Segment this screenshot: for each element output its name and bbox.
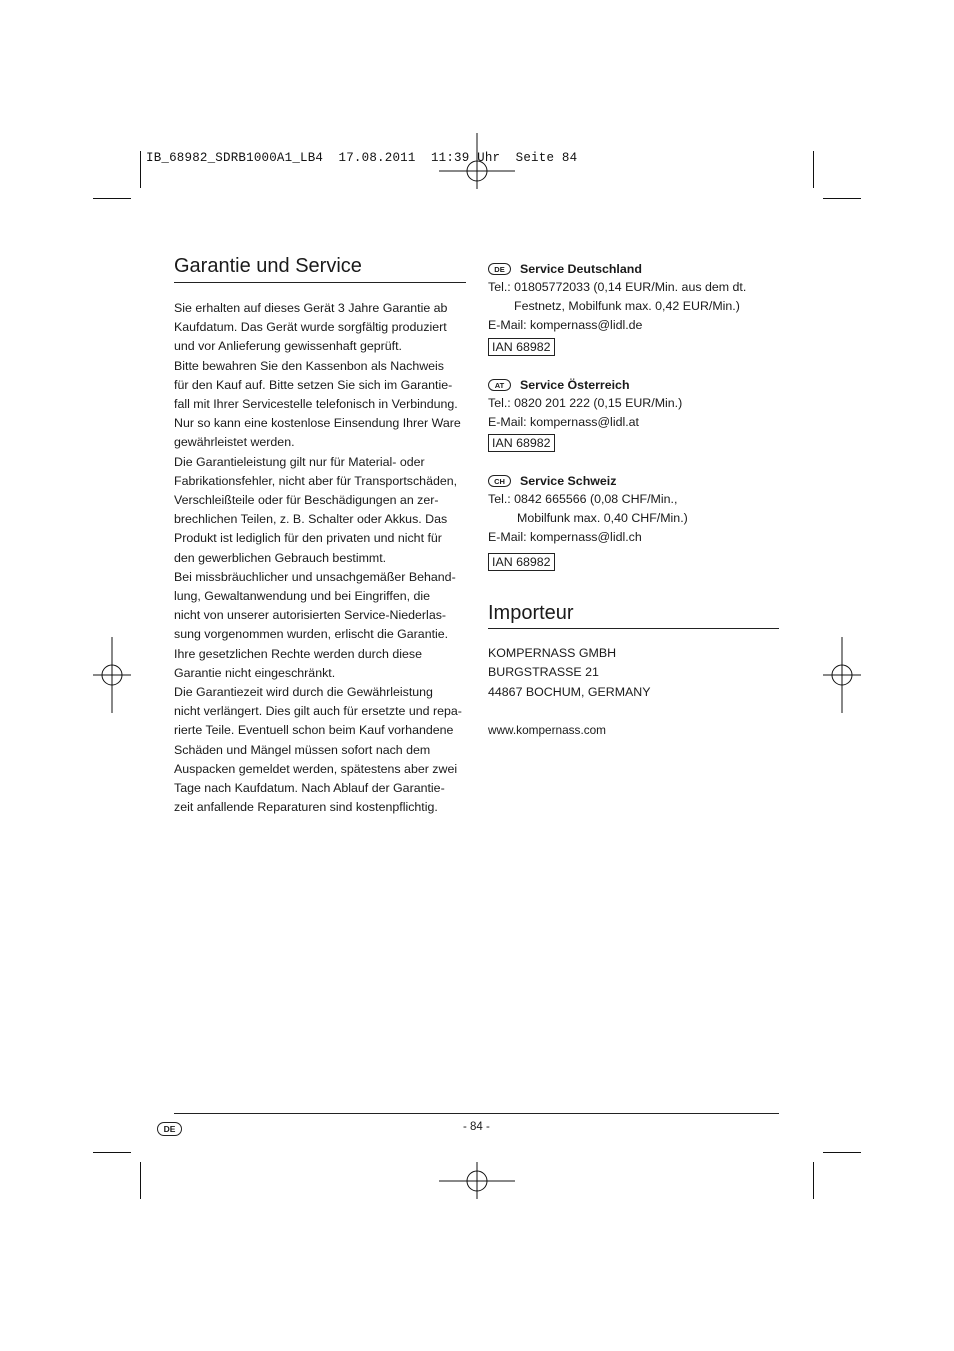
service-title: Service Deutschland: [520, 262, 642, 276]
footer-rule: [174, 1113, 779, 1114]
text-line: Verschleißteile oder für Beschädigungen an zer-: [174, 493, 439, 508]
service-schweiz: [488, 473, 616, 489]
service-title: Service Österreich: [520, 378, 630, 392]
ian-box: IAN 68982: [488, 434, 555, 452]
text-line: gewährleistet werden.: [174, 435, 295, 450]
text-line: Auspacken gemeldet werden, spätestens aber zwei: [174, 761, 458, 776]
text-line: Ihre gesetzlichen Rechte werden durch diese: [174, 646, 422, 661]
text-line: Nur so kann eine kostenlose Einsendung Ihrer Ware: [174, 416, 461, 431]
footer-country-badge: DE: [157, 1122, 182, 1136]
service-tel: Tel.: 01805772033 (0,14 EUR/Min. aus dem dt.: [488, 280, 747, 294]
service-email: E-Mail: kompernass@lidl.ch: [488, 530, 642, 544]
importeur-company: KOMPERNASS GMBH: [488, 646, 617, 660]
text-line: Schäden und Mängel müssen sofort nach dem: [174, 742, 431, 757]
service-title: Service Schweiz: [520, 474, 617, 488]
text-line: brechlichen Teilen, z. B. Schalter oder Akkus. Das: [174, 512, 448, 527]
text-line: Bitte bewahren Sie den Kassenbon als Nachweis: [174, 358, 445, 373]
service-tel: Tel.: 0842 665566 (0,08 CHF/Min.,: [488, 492, 678, 506]
text-line: Fabrikationsfehler, nicht aber für Transportschäden,: [174, 473, 458, 488]
text-line: sung vorgenommen wurden, erlischt die Garantie.: [174, 627, 449, 642]
section-title-garantie: Garantie und Service: [174, 255, 362, 277]
text-line: nicht verlängert. Dies gilt auch für ersetzte und repa-: [174, 704, 462, 719]
print-slug: IB_68982_SDRB1000A1_LB4 17.08.2011 11:39 Uhr Seite 84: [146, 151, 578, 165]
text-line: nicht von unserer autorisierten Service-Niederlas-: [174, 608, 447, 623]
text-line: Produkt ist lediglich für den privaten und nicht für: [174, 531, 442, 546]
text-line: Bei missbräuchlicher und unsachgemäßer Behand-: [174, 569, 456, 584]
text-line: für den Kauf auf. Bitte setzen Sie sich im Garantie-: [174, 377, 453, 392]
page-number: - 84 -: [463, 1121, 490, 1133]
text-line: Kaufdatum. Das Gerät wurde sorgfältig produziert: [174, 320, 447, 335]
service-oesterreich: [488, 377, 630, 393]
title-rule: [488, 628, 779, 629]
ian-box: IAN 68982: [488, 553, 555, 571]
importeur-website: www.kompernass.com: [488, 723, 607, 737]
ian-box: IAN 68982: [488, 338, 555, 356]
country-badge-de: DE: [488, 263, 511, 275]
service-tel-cont: Festnetz, Mobilfunk max. 0,42 EUR/Min.): [514, 299, 740, 313]
service-deutschland: [488, 261, 642, 277]
text-line: Die Garantieleistung gilt nur für Material- oder: [174, 454, 425, 469]
text-line: den gewerblichen Gebrauch bestimmt.: [174, 550, 387, 565]
text-line: Garantie nicht eingeschränkt.: [174, 665, 336, 680]
text-line: rierte Teile. Eventuell schon beim Kauf vorhandene: [174, 723, 454, 738]
title-rule: [174, 282, 466, 283]
text-line: Die Garantiezeit wird durch die Gewährleistung: [174, 685, 433, 700]
service-tel: Tel.: 0820 201 222 (0,15 EUR/Min.): [488, 396, 683, 410]
service-tel-cont: Mobilfunk max. 0,40 CHF/Min.): [517, 511, 688, 525]
importeur-street: BURGSTRASSE 21: [488, 665, 599, 679]
section-title-importeur: Importeur: [488, 602, 574, 624]
text-line: lung, Gewaltanwendung und bei Eingriffen, die: [174, 589, 431, 604]
garantie-text: [174, 299, 469, 817]
text-line: Sie erhalten auf dieses Gerät 3 Jahre Garantie ab: [174, 301, 448, 315]
text-line: fall mit Ihrer Servicestelle telefonisch in Verbindung.: [174, 397, 458, 412]
text-line: zeit anfallende Reparaturen sind kostenpflichtig.: [174, 800, 438, 815]
service-email: E-Mail: kompernass@lidl.at: [488, 415, 639, 429]
text-line: Tage nach Kaufdatum. Nach Ablauf der Garantie-: [174, 781, 445, 796]
importeur-city: 44867 BOCHUM, GERMANY: [488, 685, 651, 699]
text-line: und vor Anlieferung gewissenhaft geprüft.: [174, 339, 402, 354]
country-badge-at: AT: [488, 379, 511, 391]
country-badge-ch: CH: [488, 475, 511, 487]
service-email: E-Mail: kompernass@lidl.de: [488, 318, 643, 332]
